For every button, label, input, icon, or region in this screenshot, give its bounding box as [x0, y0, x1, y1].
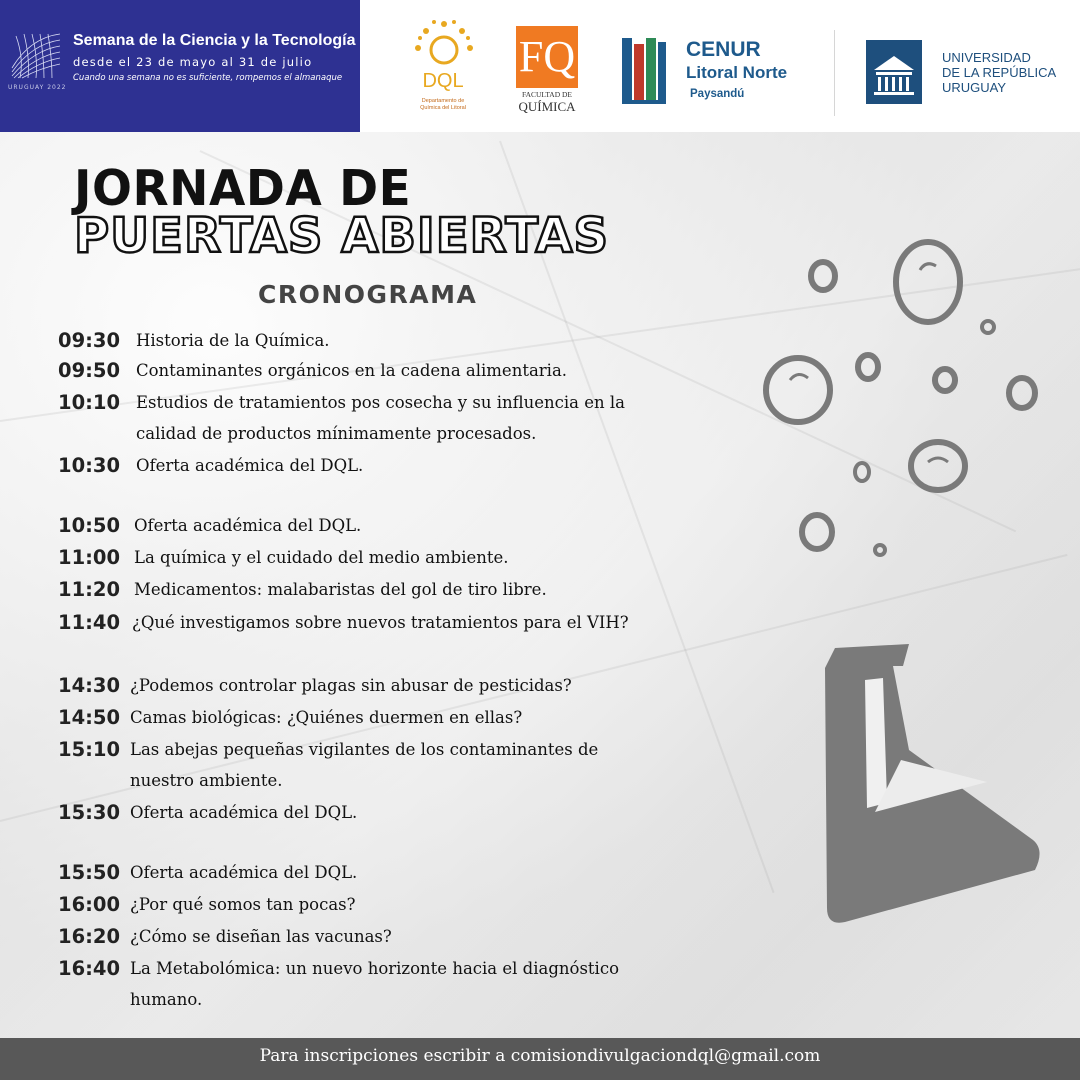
sct-dates: desde el 23 de mayo al 31 de julio: [73, 55, 313, 69]
schedule-topic: Medicamentos: malabaristas del gol de tiro libre.: [134, 580, 547, 599]
dql-subtitle-line2: Química del Litoral: [420, 105, 466, 111]
udelar-name: [942, 50, 1056, 95]
schedule-time: 09:30: [58, 329, 121, 352]
cenur-region: Litoral Norte: [686, 63, 788, 82]
cenur-name: CENUR: [686, 38, 761, 61]
schedule-topic: Contaminantes orgánicos en la cadena alimentaria.: [136, 361, 568, 380]
dql-logo: [402, 18, 484, 118]
sct-year: URUGUAY 2022: [8, 84, 67, 91]
title-line2: PUERTAS ABIERTAS: [74, 208, 610, 264]
schedule-time: 10:10: [58, 391, 121, 414]
schedule-time: 10:30: [58, 454, 121, 477]
bubbles-decoration-icon: [750, 230, 1060, 570]
schedule-topic: La Metabolómica: un nuevo horizonte hacia el diagnóstico: [130, 959, 620, 978]
schedule-topic: humano.: [130, 990, 203, 1009]
schedule-topic: ¿Podemos controlar plagas sin abusar de pesticidas?: [130, 676, 572, 695]
erlenmeyer-flask-icon: [805, 640, 1045, 930]
udelar-line3: URUGUAY: [942, 80, 1007, 95]
schedule-time: 11:00: [58, 546, 121, 569]
schedule-time: 15:50: [58, 861, 121, 884]
schedule-topic: calidad de productos mínimamente procesados.: [136, 424, 537, 443]
schedule-time: 11:40: [58, 611, 121, 634]
udelar-building-logo-icon: [866, 40, 922, 104]
schedule-topic: nuestro ambiente.: [130, 771, 283, 790]
dql-subtitle-line1: Departamento de: [421, 98, 465, 104]
schedule-time: 16:20: [58, 925, 121, 948]
sct-mesh-logo-icon: [10, 28, 62, 80]
schedule-time: 09:50: [58, 359, 121, 382]
schedule-time: 15:10: [58, 738, 121, 761]
schedule-time: 15:30: [58, 801, 121, 824]
schedule-topic: Oferta académica del DQL.: [134, 516, 362, 535]
sct-tagline: Cuando una semana no es suficiente, rompemos el almanaque: [73, 73, 343, 83]
udelar-line2: DE LA REPÚBLICA: [942, 65, 1057, 80]
footer-bar: [0, 1038, 1080, 1080]
schedule-heading: CRONOGRAMA: [258, 280, 478, 309]
title-line1: JORNADA DE: [74, 160, 412, 218]
dql-name: DQL: [422, 70, 464, 92]
schedule-topic: Oferta académica del DQL.: [130, 803, 358, 822]
schedule-time: 14:30: [58, 674, 121, 697]
schedule-time: 10:50: [58, 514, 121, 537]
schedule-topic: ¿Cómo se diseñan las vacunas?: [130, 927, 392, 946]
schedule-topic: Historia de la Química.: [136, 331, 330, 350]
schedule-time: 14:50: [58, 706, 121, 729]
fq-line1: FACULTAD DE: [521, 90, 573, 99]
fq-logo: [514, 26, 580, 118]
schedule-time: 16:40: [58, 957, 121, 980]
schedule-time: 16:00: [58, 893, 121, 916]
cenur-books-logo-icon: [620, 34, 668, 108]
dql-subtitle: [402, 98, 484, 112]
schedule-topic: Oferta académica del DQL.: [130, 863, 358, 882]
header-bar: [0, 0, 1080, 132]
header-divider: [834, 30, 835, 116]
schedule-topic: ¿Qué investigamos sobre nuevos tratamientos para el VIH?: [132, 613, 629, 632]
fq-line2: QUÍMICA: [518, 99, 576, 114]
cenur-city: Paysandú: [690, 88, 745, 100]
udelar-line1: UNIVERSIDAD: [942, 50, 1031, 65]
sct-title: Semana de la Ciencia y la Tecnología: [73, 32, 356, 49]
schedule-topic: Oferta académica del DQL.: [136, 456, 364, 475]
schedule-topic: La química y el cuidado del medio ambiente.: [134, 548, 509, 567]
schedule-time: 11:20: [58, 578, 121, 601]
footer-contact: Para inscripciones escribir a comisiondivulgaciondql@gmail.com: [259, 1046, 821, 1066]
schedule-topic: ¿Por qué somos tan pocas?: [130, 895, 356, 914]
sct-banner: [0, 0, 360, 132]
schedule-topic: Camas biológicas: ¿Quiénes duermen en ellas?: [130, 708, 523, 727]
schedule-topic: Estudios de tratamientos pos cosecha y su influencia en la: [136, 393, 625, 412]
fq-mark: FQ: [516, 26, 578, 88]
schedule-topic: Las abejas pequeñas vigilantes de los contaminantes de: [130, 740, 599, 759]
